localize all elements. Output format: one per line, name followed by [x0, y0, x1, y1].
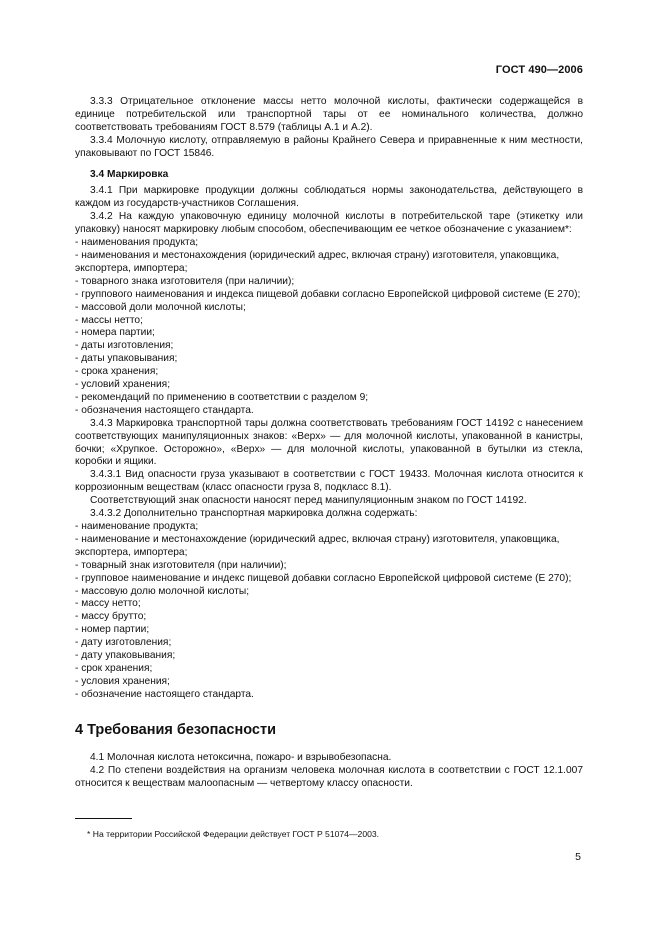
list-item: - наименование продукта; — [75, 521, 199, 532]
list-item: - наименования продукта; — [75, 237, 199, 249]
footnote: * На территории Российской Федерации действует ГОСТ Р 51074—2003. — [87, 829, 380, 839]
list-item: - массу брутто; — [75, 611, 147, 623]
paragraph: 3.3.4 Молочную кислоту, отправляемую в районы Крайнего Севера и приравненные к ним местности, упаковывают по ГОСТ 15846. — [75, 134, 583, 159]
list-item: - товарный знак изготовителя (при наличии); — [75, 559, 287, 571]
list-item: - дату упаковывания; — [75, 650, 176, 662]
paragraph: 3.4.3.2 Дополнительно транспортная маркировка должна содержать: — [90, 508, 418, 520]
paragraph: 3.4.2 На каждую упаковочную единицу молочной кислоты в потребительской таре (этикетку или упаковку) наносят маркировку любым способом, обеспечивающим ее четкое обозначение с указанием*: — [75, 211, 583, 236]
section-heading: 4 Требования безопасности — [75, 721, 277, 738]
paragraph: 4.2 По степени воздействия на организм человека молочная кислота в соответствии с ГОСТ 12.1.007 относится к веществам малоопасным — четвертому классу опасности. — [75, 764, 583, 789]
list-item: - товарного знака изготовителя (при наличии); — [75, 275, 295, 287]
paragraph: 3.4.3.1 Вид опасности груза указывают в соответствии с ГОСТ 19433. Молочная кислота относится к коррозионным веществам (класс опасности груза 8, подкласс 8.1). — [75, 469, 583, 494]
page-number: 5 — [575, 851, 581, 863]
paragraph: 4.1 Молочная кислота нетоксична, пожаро- и взрывобезопасна. — [90, 751, 392, 763]
list-item: - срок хранения; — [75, 662, 153, 674]
footnote-divider — [75, 818, 132, 819]
list-item: - массы нетто; — [75, 314, 143, 326]
list-item: - срока хранения; — [75, 366, 159, 378]
subsection-heading: 3.4 Маркировка — [90, 168, 169, 180]
list-item: - рекомендаций по применению в соответствии с разделом 9; — [75, 391, 369, 403]
list-item: - даты изготовления; — [75, 340, 174, 352]
document-header: ГОСТ 490—2006 — [495, 64, 583, 76]
paragraph: 3.4.3 Маркировка транспортной тары должна соответствовать требованиям ГОСТ 14192 с нанесением соответствующих манипуляционных знаков: «Верх» — для молочной кислоты, упакованной в канистры, бочки; «Хрупкое. Осторожно», «Верх» — для молочной кислоты, упакованной в бутылки из стекла, коробки и ящики. — [75, 417, 583, 468]
list-item: - условий хранения; — [75, 379, 171, 391]
list-item: - дату изготовления; — [75, 637, 172, 649]
list-item: - номера партии; — [75, 327, 155, 339]
list-item: - даты упаковывания; — [75, 353, 178, 365]
list-item: - условия хранения; — [75, 675, 170, 687]
paragraph: 3.3.3 Отрицательное отклонение массы нетто молочной кислоты, фактически содержащейся в единице потребительской или транспортной тары от ее номинального количества, должно соответствовать требованиям ГОСТ 8.579 (таблицы А.1 и А.2). — [75, 96, 583, 133]
list-item: - группового наименования и индекса пищевой добавки согласно Европейской цифровой системе (Е 270); — [75, 288, 581, 300]
list-item: - наименование и местонахождение (юридический адрес, включая страну) изготовителя, упаковщика, экспортера, импортера; — [75, 533, 560, 558]
list-item: - массовую долю молочной кислоты; — [75, 585, 250, 597]
document-body — [75, 96, 583, 790]
list-item: - массовой доли молочной кислоты; — [75, 301, 246, 313]
paragraph: 3.4.1 При маркировке продукции должны соблюдаться нормы законодательства, действующего в каждом из государств-участников Соглашения. — [75, 185, 583, 210]
paragraph: Соответствующий знак опасности наносят перед манипуляционным знаком по ГОСТ 14192. — [90, 495, 527, 507]
list-item: - обозначение настоящего стандарта. — [75, 688, 254, 700]
list-item: - групповое наименование и индекс пищевой добавки согласно Европейской цифровой системе (Е 270); — [75, 572, 572, 584]
list-item: - массу нетто; — [75, 598, 141, 610]
list-item: - номер партии; — [75, 624, 150, 636]
list-item: - наименования и местонахождения (юридический адрес, включая страну) изготовителя, упаковщика, экспортера, импортера; — [75, 249, 560, 274]
list-item: - обозначения настоящего стандарта. — [75, 404, 254, 416]
